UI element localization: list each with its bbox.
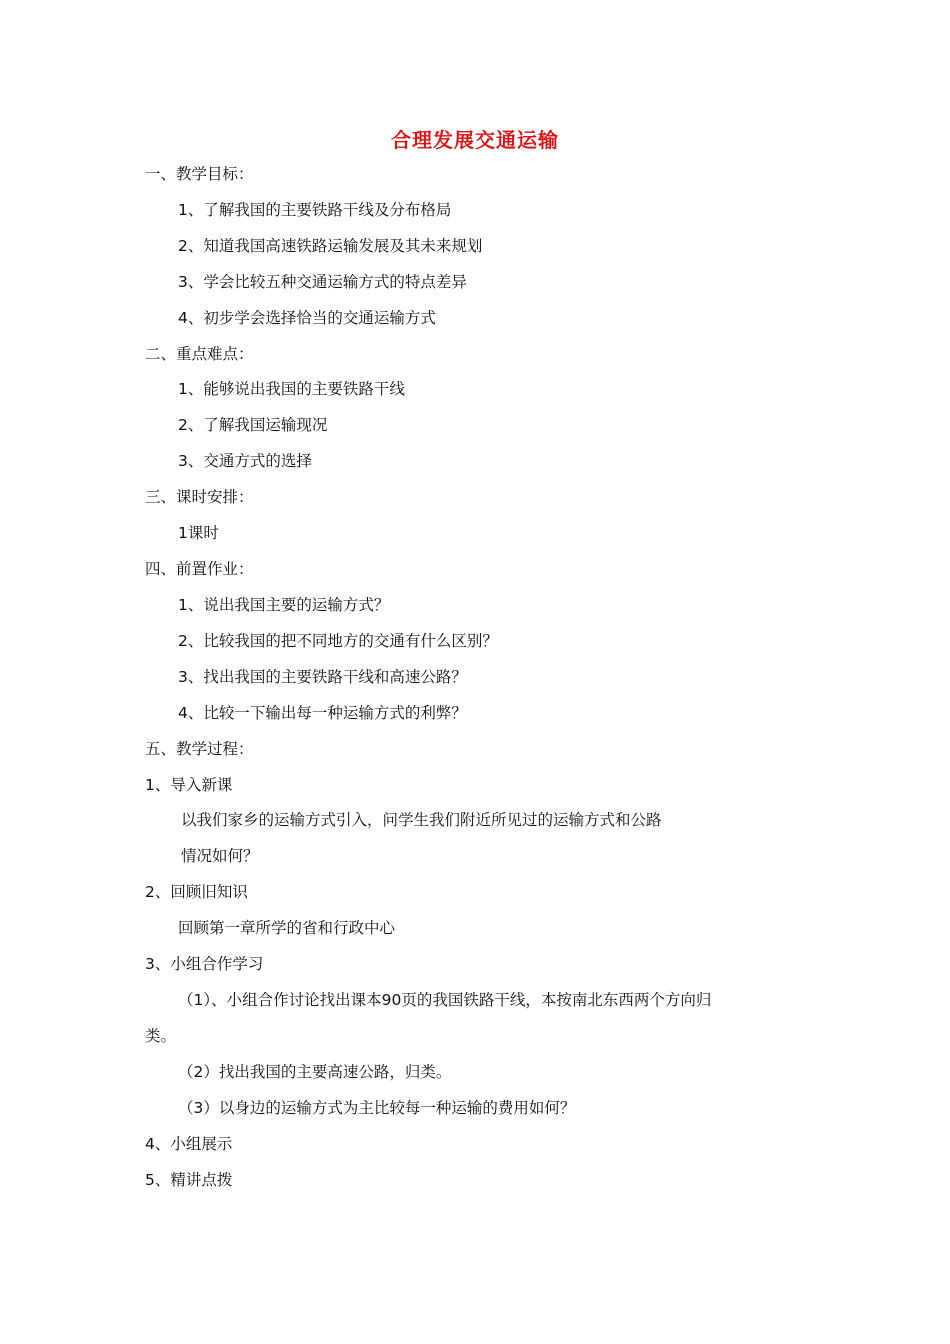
process-step-text: 以我们家乡的运输方式引入，问学生我们附近所见过的运输方式和公路 <box>181 811 662 829</box>
homework-item: 3、找出我国的主要铁路干线和高速公路？ <box>178 668 467 686</box>
key-point-item: 1、能够说出我国的主要铁路干线 <box>178 380 405 398</box>
process-step-heading: 1、导入新课 <box>145 776 233 794</box>
process-step-text: （2）找出我国的主要高速公路，归类。 <box>178 1063 452 1081</box>
homework-item: 2、比较我国的把不同地方的交通有什么区别？ <box>178 632 498 650</box>
document-title: 合理发展交通运输 <box>391 128 559 152</box>
schedule-item: 1课时 <box>178 524 219 542</box>
section-heading-process: 五、教学过程： <box>145 740 254 758</box>
section-heading-objectives: 一、教学目标： <box>145 165 254 183</box>
key-point-item: 3、交通方式的选择 <box>178 452 312 470</box>
objective-item: 3、学会比较五种交通运输方式的特点差异 <box>178 273 467 291</box>
process-step-text: （3）以身边的运输方式为主比较每一种运输的费用如何？ <box>178 1099 576 1117</box>
homework-item: 1、说出我国主要的运输方式？ <box>178 596 390 614</box>
objective-item: 1、了解我国的主要铁路干线及分布格局 <box>178 201 452 219</box>
homework-item: 4、比较一下输出每一种运输方式的利弊？ <box>178 704 467 722</box>
process-step-heading: 2、回顾旧知识 <box>145 883 248 901</box>
process-step-heading: 4、小组展示 <box>145 1135 233 1153</box>
section-heading-schedule: 三、课时安排： <box>145 488 254 506</box>
process-step-heading: 5、精讲点拨 <box>145 1171 233 1189</box>
section-heading-homework: 四、前置作业： <box>145 560 254 578</box>
process-step-text: 类。 <box>145 1027 177 1045</box>
process-step-text: 情况如何？ <box>181 847 259 865</box>
objective-item: 4、初步学会选择恰当的交通运输方式 <box>178 309 436 327</box>
key-point-item: 2、了解我国运输现况 <box>178 416 328 434</box>
process-step-text: 回顾第一章所学的省和行政中心 <box>178 919 396 937</box>
process-step-text: （1）、小组合作讨论找出课本90页的我国铁路干线，本按南北东西两个方向归 <box>178 991 712 1009</box>
objective-item: 2、知道我国高速铁路运输发展及其未来规划 <box>178 237 483 255</box>
process-step-heading: 3、小组合作学习 <box>145 955 264 973</box>
section-heading-key-points: 二、重点难点： <box>145 345 254 363</box>
